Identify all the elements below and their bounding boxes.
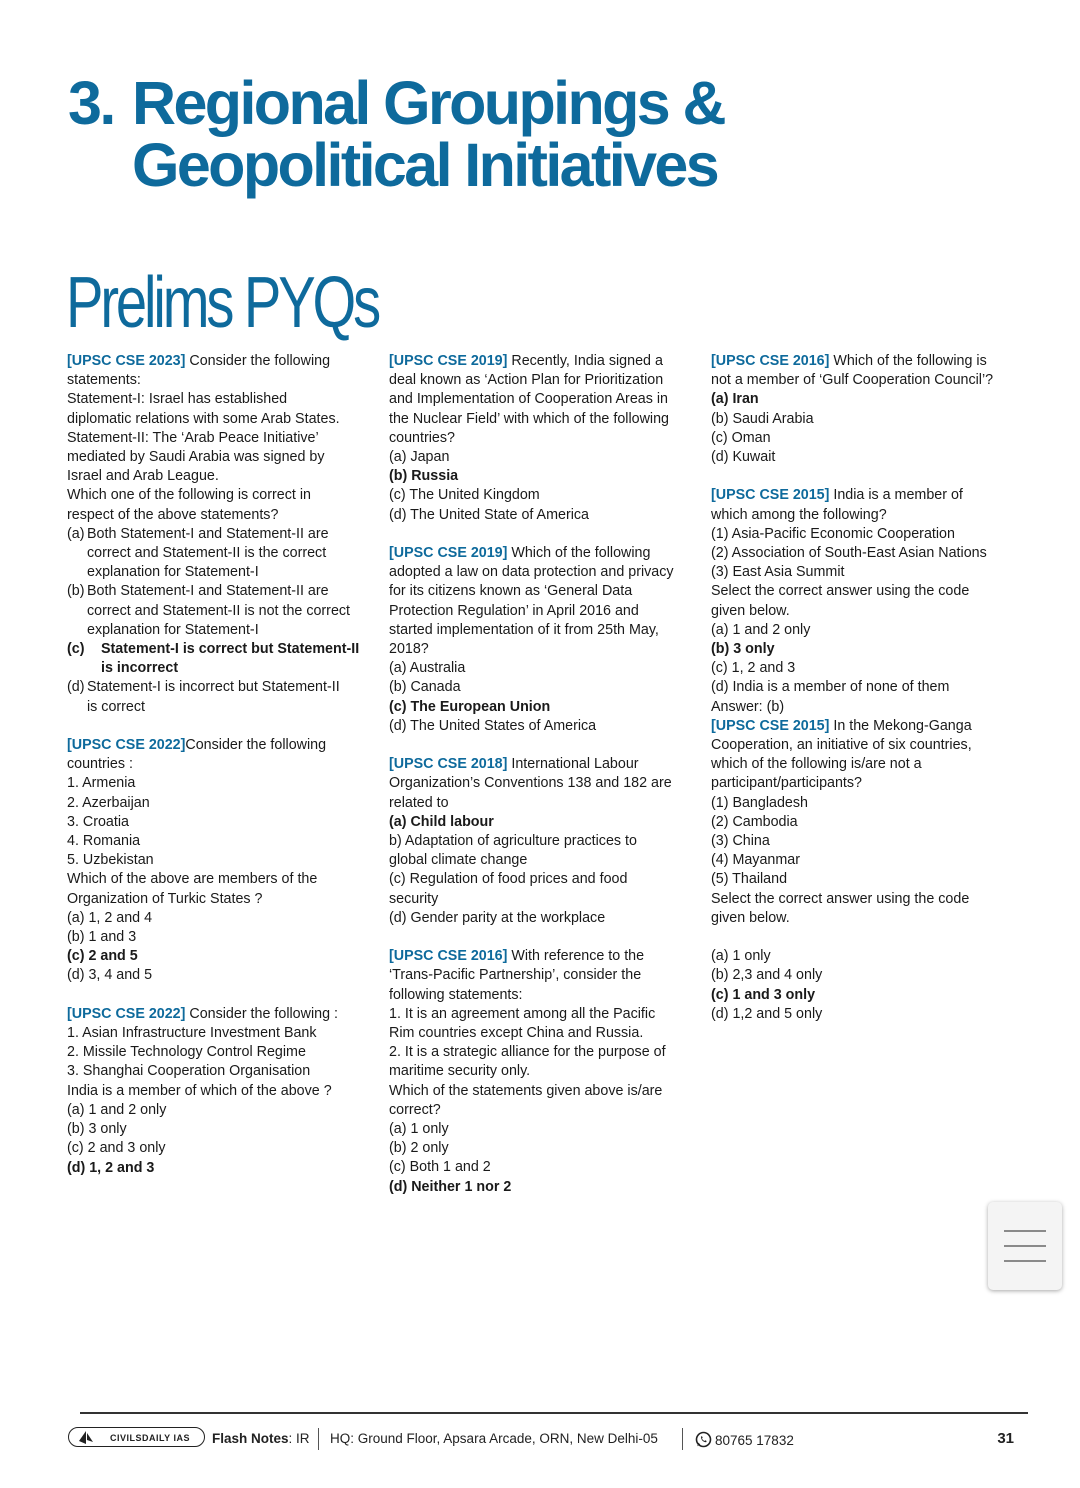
option-c: (c) Both 1 and 2 (389, 1159, 491, 1176)
footer-separator (318, 1428, 319, 1450)
question-prompt: Which of the above are members of the (67, 871, 318, 888)
statement-1: Statement-I: Israel has established (67, 391, 288, 408)
question-text: countries? (389, 429, 455, 446)
footer-brand (212, 1431, 310, 1446)
answer-line: Answer: (b) (711, 698, 785, 715)
option-a: (a) 1 and 2 only (711, 621, 811, 638)
question-text: statements: (67, 372, 141, 389)
chapter-number: 3. (68, 69, 114, 137)
option-b: global climate change (389, 852, 528, 869)
list-item: 2. Missile Technology Control Regime (67, 1044, 306, 1061)
list-item: (2) Cambodia (711, 813, 798, 830)
column-3 (711, 352, 1031, 1043)
list-item: 1. Armenia (67, 775, 136, 792)
question-text: Which of the following (507, 545, 651, 562)
question-text: countries : (67, 756, 133, 773)
question-text: ‘Trans-Pacific Partnership’, consider the (389, 967, 642, 984)
question-text: participant/participants? (711, 775, 862, 792)
option-a: (a) 1, 2 and 4 (67, 909, 153, 926)
option-c: (c) 2 and 3 only (67, 1140, 166, 1157)
question-tag: [UPSC CSE 2022] (67, 1005, 186, 1022)
option-c-correct: (c) 2 and 5 (67, 948, 138, 965)
statement-2: mediated by Saudi Arabia was signed by (67, 449, 325, 466)
option-c: (c) Regulation of food prices and food (389, 871, 628, 888)
hamburger-menu-icon[interactable] (988, 1202, 1062, 1290)
statement-1: diplomatic relations with some Arab States. (67, 410, 340, 427)
question-prompt: Which of the statements given above is/are (389, 1082, 663, 1099)
question-text: Recently, India signed a (507, 353, 663, 369)
statement-2: Israel and Arab League. (67, 468, 219, 485)
option-b: (b) 2 only (389, 1140, 449, 1157)
question-text: Consider the following : (185, 1005, 338, 1022)
question-text: 2018? (389, 641, 429, 658)
question-2022-membership (67, 1005, 372, 1178)
statement-2: Statement-II: The ‘Arab Peace Initiative’ (67, 429, 319, 446)
option-b: (b) Canada (389, 679, 461, 696)
question-text: deal known as ‘Action Plan for Prioritization (389, 372, 664, 389)
list-item: (5) Thailand (711, 871, 788, 888)
question-text: which of the following is/are not a (711, 756, 922, 773)
option-a: (a) Australia (389, 660, 466, 677)
option-d: (d) Gender parity at the workplace (389, 909, 606, 926)
list-item: (4) Mayanmar (711, 852, 800, 869)
question-2022-turkic (67, 736, 372, 986)
option-d: (d) Kuwait (711, 449, 776, 466)
footer-phone (695, 1431, 794, 1448)
question-2018-ilo (389, 755, 699, 928)
footer-divider (80, 1412, 1028, 1414)
question-2016-tpp (389, 947, 699, 1197)
statement-2: 2. It is a strategic alliance for the purpose of (389, 1044, 666, 1061)
question-2015-membership (711, 486, 1031, 716)
option-label: (a) (67, 525, 85, 542)
option-text: explanation for Statement-I (87, 621, 259, 638)
question-text: India is a member of (829, 487, 963, 504)
option-d: (d) India is a member of none of them (711, 679, 950, 696)
option-d: (d) The United States of America (389, 717, 597, 734)
option-c: (c) 1, 2 and 3 (711, 660, 796, 677)
option-c: (c) Oman (711, 429, 771, 446)
list-item: 5. Uzbekistan (67, 852, 154, 869)
option-a (67, 525, 372, 583)
option-d (67, 678, 372, 716)
option-c-correct: (c) The European Union (389, 698, 551, 715)
civilsdaily-logo-icon (68, 1427, 205, 1447)
option-c-correct (67, 640, 372, 678)
question-prompt: given below. (711, 602, 790, 619)
question-text: In the Mekong-Ganga (829, 717, 972, 734)
question-text: Cooperation, an initiative of six countries, (711, 737, 972, 754)
option-b (67, 582, 372, 640)
question-tag: [UPSC CSE 2019] (389, 353, 508, 369)
question-tag: [UPSC CSE 2016] (389, 948, 508, 965)
phone-number: 80765 17832 (715, 1433, 794, 1448)
option-label: (c) (67, 641, 85, 658)
chapter-title-line1: Regional Groupings & (132, 69, 724, 137)
question-tag: [UPSC CSE 2023] (67, 353, 186, 369)
statement-2: maritime security only. (389, 1063, 531, 1080)
list-item: (1) Bangladesh (711, 794, 808, 811)
question-prompt: given below. (711, 909, 790, 926)
list-item: 3. Croatia (67, 813, 129, 830)
option-d: (d) 3, 4 and 5 (67, 967, 153, 984)
question-tag: [UPSC CSE 2015] (711, 487, 830, 504)
question-text: related to (389, 794, 449, 811)
option-text: is incorrect (101, 660, 179, 677)
option-d-correct: (d) Neither 1 nor 2 (389, 1178, 512, 1195)
question-prompt: Select the correct answer using the code (711, 890, 970, 907)
question-text: which among the following? (711, 506, 887, 523)
column-1 (67, 352, 372, 1197)
option-a: (a) Japan (389, 449, 450, 466)
option-text: Statement-I is incorrect but Statement-II (87, 679, 340, 696)
question-2023 (67, 352, 372, 717)
option-text: Both Statement-I and Statement-II are (87, 525, 329, 542)
option-a: (a) 1 only (389, 1121, 449, 1138)
option-a: (a) 1 only (711, 948, 771, 965)
option-b: (b) Saudi Arabia (711, 410, 814, 427)
option-c: (c) The United Kingdom (389, 487, 540, 504)
statement-1: Rim countries except China and Russia. (389, 1025, 644, 1042)
footer-separator (682, 1428, 683, 1450)
question-tag: [UPSC CSE 2019] (389, 545, 508, 562)
list-item: 4. Romania (67, 833, 141, 850)
question-2016-gcc (711, 352, 1031, 467)
question-prompt: Which one of the following is correct in (67, 487, 311, 504)
question-tag: [UPSC CSE 2016] (711, 353, 830, 369)
list-item: 2. Azerbaijan (67, 794, 150, 811)
whatsapp-icon (695, 1431, 712, 1448)
option-label: (d) (67, 679, 85, 696)
option-text: Both Statement-I and Statement-II are (87, 583, 329, 600)
logo-text: CIVILSDAILY IAS (109, 1433, 190, 1443)
question-text: Consider the following (185, 737, 327, 754)
question-text: Organization’s Conventions 138 and 182 are (389, 775, 672, 792)
question-text: Consider the following (185, 353, 331, 369)
brand-name: Flash Notes (212, 1431, 289, 1446)
question-prompt: Select the correct answer using the code (711, 583, 970, 600)
list-item: (1) Asia-Pacific Economic Cooperation (711, 525, 955, 542)
footer (68, 1426, 1014, 1452)
option-b-correct: (b) 3 only (711, 641, 775, 658)
list-item: (3) China (711, 833, 770, 850)
question-prompt: Organization of Turkic States ? (67, 890, 263, 907)
question-text: With reference to the (507, 948, 645, 965)
option-d: (d) 1,2 and 5 only (711, 1005, 823, 1022)
option-text: correct and Statement-II is the correct (87, 545, 327, 562)
option-a-correct: (a) Iran (711, 391, 759, 408)
option-text: explanation for Statement-I (87, 564, 259, 581)
brand-suffix: : IR (288, 1431, 310, 1446)
question-text: started implementation of it from 25th May, (389, 621, 659, 638)
question-text: for its citizens known as ‘General Data (389, 583, 633, 600)
question-2019-gdpr (389, 544, 699, 736)
column-2 (389, 352, 699, 1216)
question-text: not a member of ‘Gulf Cooperation Council’? (711, 372, 994, 389)
list-item: (3) East Asia Summit (711, 564, 845, 581)
option-b: (b) 2,3 and 4 only (711, 967, 823, 984)
question-text: Which of the following is (829, 353, 987, 369)
question-text: the Nuclear Field’ with which of the following (389, 410, 669, 427)
question-text: Protection Regulation’ in April 2016 and (389, 602, 639, 619)
option-label: (b) (67, 583, 85, 600)
list-item: 3. Shanghai Cooperation Organisation (67, 1063, 311, 1080)
option-text: is correct (87, 698, 145, 715)
question-text: adopted a law on data protection and privacy (389, 564, 674, 581)
option-b: (b) 3 only (67, 1121, 127, 1138)
question-prompt: India is a member of which of the above ? (67, 1082, 332, 1099)
option-c-correct: (c) 1 and 3 only (711, 986, 816, 1003)
section-title: Prelims PYQs (66, 263, 379, 343)
option-b-correct: (b) Russia (389, 468, 459, 485)
option-a: (a) 1 and 2 only (67, 1101, 167, 1118)
statement-1: 1. It is an agreement among all the Pacific (389, 1005, 656, 1022)
option-b: b) Adaptation of agriculture practices to (389, 833, 637, 850)
option-a-correct: (a) Child labour (389, 813, 494, 830)
option-text: Statement-I is correct but Statement-II (101, 641, 360, 658)
option-c: security (389, 890, 439, 907)
option-d-correct: (d) 1, 2 and 3 (67, 1159, 155, 1176)
list-item: (2) Association of South-East Asian Nations (711, 545, 987, 562)
question-2015-mekong-ganga (711, 717, 1031, 1024)
question-prompt: correct? (389, 1101, 441, 1118)
option-d: (d) The United State of America (389, 506, 589, 523)
page-number: 31 (997, 1430, 1014, 1447)
spacer (711, 928, 1031, 947)
footer-address: HQ: Ground Floor, Apsara Arcade, ORN, New Delhi-05 (330, 1431, 658, 1446)
question-tag: [UPSC CSE 2022] (67, 737, 186, 754)
option-b: (b) 1 and 3 (67, 929, 137, 946)
question-text: International Labour (507, 756, 639, 773)
chapter-title-line2: Geopolitical Initiatives (132, 131, 718, 199)
question-text: following statements: (389, 986, 523, 1003)
question-prompt: respect of the above statements? (67, 506, 279, 523)
question-tag: [UPSC CSE 2018] (389, 756, 508, 773)
list-item: 1. Asian Infrastructure Investment Bank (67, 1025, 317, 1042)
question-tag: [UPSC CSE 2015] (711, 717, 830, 734)
question-2019-nuclear (389, 352, 699, 525)
chapter-title (68, 69, 724, 199)
option-text: correct and Statement-II is not the correct (87, 602, 351, 619)
question-text: and Implementation of Cooperation Areas in (389, 391, 668, 408)
